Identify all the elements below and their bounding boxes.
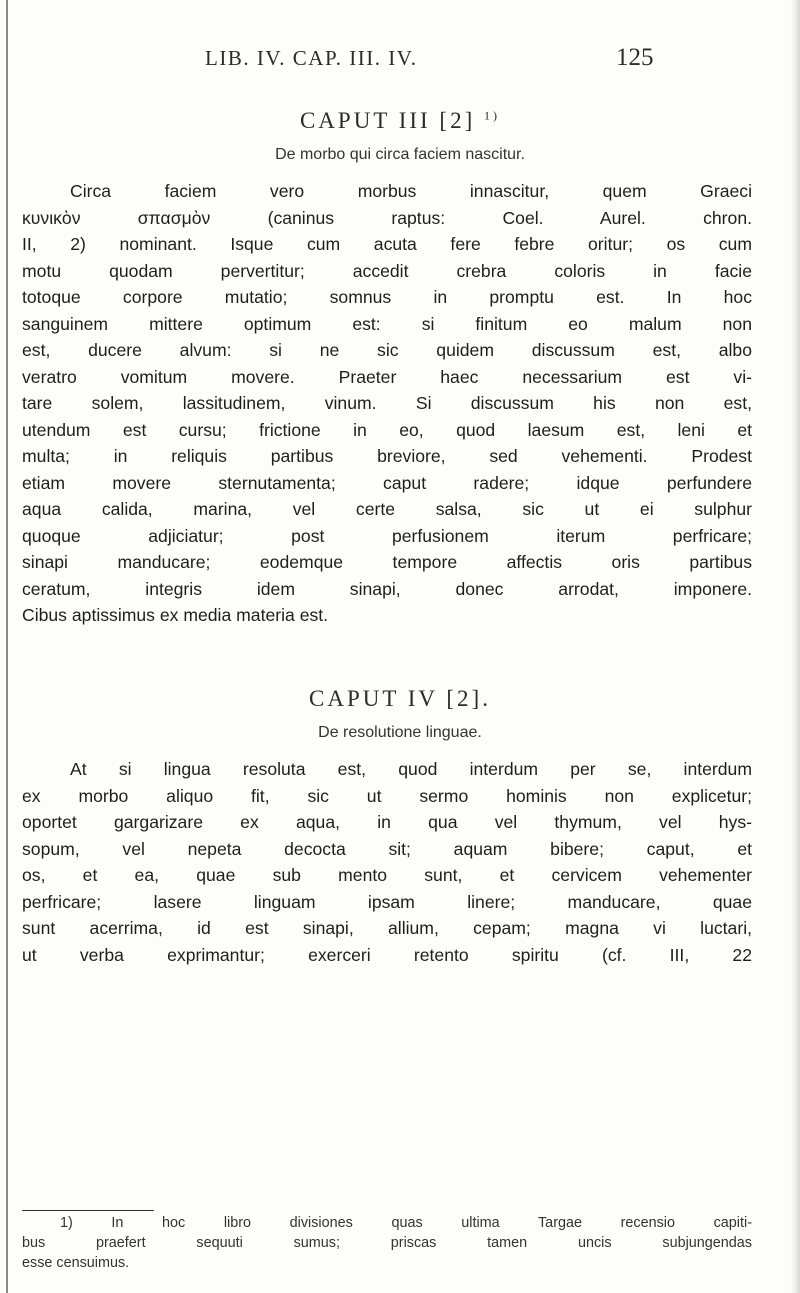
text-line: ceratum, integris idem sinapi, donec arrodat, imponere. [22,578,752,599]
text-line: Cibus aptissimus ex media materia est. [22,605,329,625]
chapter-4-body [22,756,752,968]
chapter-3-subtitle: De morbo qui circa faciem nascitur. [275,146,525,163]
text-line: est, ducere alvum: si ne sic quidem discussum est, albo [22,340,752,360]
footnote [22,1213,752,1273]
text-line: II, 2) nominant. Isque cum acuta fere febre oritur; os cum [22,234,752,254]
text-line: totoque corpore mutatio; somnus in promptu est. In hoc [22,287,752,307]
page-gutter-shadow [6,0,8,1293]
chapter-4-subtitle: De resolutione linguae. [318,724,482,741]
chapter-3-title [0,108,800,134]
chapter-3-footnote-mark: 1) [484,108,501,123]
text-line: oportet gargarizare ex aqua, in qua vel thymum, vel hys- [22,812,752,832]
running-head [0,46,800,76]
page-edge-shadow [790,0,800,1293]
text-line: veratro vomitum movere. Praeter haec necessarium est vi- [22,366,752,387]
chapter-3-title-text: CAPUT III [2] [299,108,476,133]
footnote-line: bus praefert sequuti sumus; priscas tamen uncis subjungendas [22,1235,752,1251]
text-line: κυνικὸν σπασμὸν (caninus raptus: Coel. Aurel. chron. [22,207,752,228]
text-line: utendum est cursu; frictione in eo, quod laesum est, leni et [22,419,752,440]
text-line: tare solem, lassitudinem, vinum. Si discussum his non est, [22,393,752,413]
running-title: LIB. IV. CAP. III. IV. [205,46,418,70]
footnote-line: esse censuimus. [22,1255,130,1271]
text-line: multa; in reliquis partibus breviore, sed vehementi. Prodest [22,446,752,466]
text-line: Circa faciem vero morbus innascitur, quem Graeci [70,181,752,201]
chapter-4-title: CAPUT IV [2]. [309,686,491,711]
text-line: sanguinem mittere optimum est: si finitum eo malum non [22,313,752,334]
text-line: At si lingua resoluta est, quod interdum per se, interdum [70,759,752,779]
text-line: os, et ea, quae sub mento sunt, et cervicem vehementer [22,865,752,885]
text-line: ut verba exprimantur; exerceri retento spiritu (cf. III, 22 [22,944,752,965]
chapter-3-body [22,178,752,629]
footnote-divider [22,1210,154,1211]
text-line: quoque adjiciatur; post perfusionem iterum perfricare; [22,525,752,546]
text-line: sinapi manducare; eodemque tempore affectis oris partibus [22,552,752,572]
text-line: perfricare; lasere linguam ipsam linere; manducare, quae [22,891,752,912]
text-line: ex morbo aliquo fit, sic ut sermo hominis non explicetur; [22,785,752,806]
text-line: etiam movere sternutamenta; caput radere; idque perfundere [22,472,752,493]
text-line: sunt acerrima, id est sinapi, allium, cepam; magna vi luctari, [22,918,752,938]
text-line: sopum, vel nepeta decocta sit; aquam bibere; caput, et [22,838,752,859]
footnote-line: 1) In hoc libro divisiones quas ultima Targae recensio capiti- [60,1215,752,1231]
text-line: motu quodam pervertitur; accedit crebra coloris in facie [22,260,752,281]
page-number: 125 [616,44,654,71]
text-line: aqua calida, marina, vel certe salsa, sic ut ei sulphur [22,499,752,519]
